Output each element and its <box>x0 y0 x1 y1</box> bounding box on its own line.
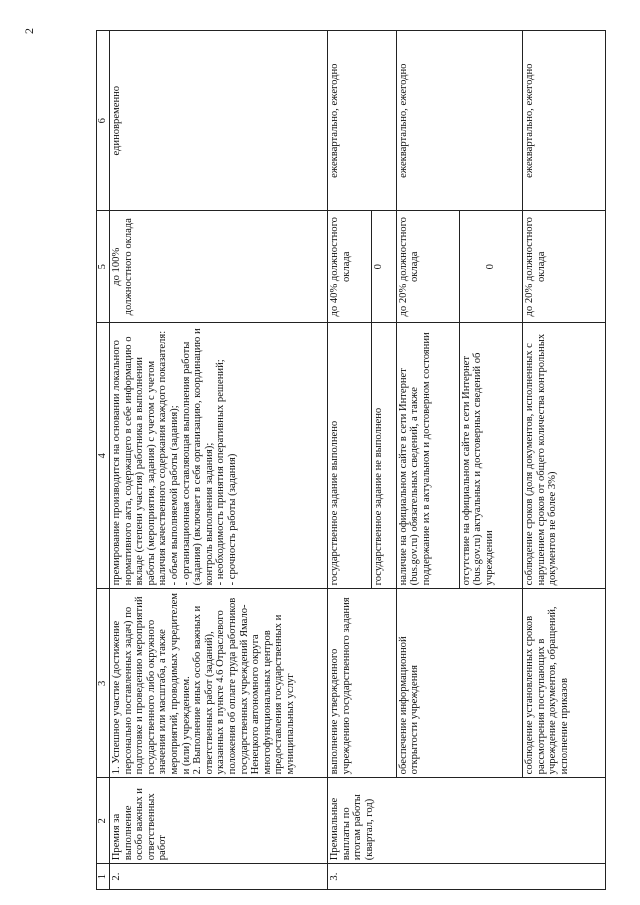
payment-name: Премия за выполнение особо важных и ответственных работ <box>110 778 328 864</box>
payment-criteria: соблюдение установленных сроков рассмотрения поступающих в учреждение документов, обращений, исполнение приказов <box>523 589 606 778</box>
column-header: 2 <box>97 778 110 864</box>
payment-frequency: ежеквартально, ежегодно <box>523 31 606 211</box>
column-header: 3 <box>97 589 110 778</box>
column-header: 1 <box>97 864 110 890</box>
column-header: 6 <box>97 31 110 211</box>
payment-name: Премиальные выплаты по итогам работы (квартал, год) <box>328 778 606 864</box>
payment-amount: до 20% должностного оклада <box>396 211 459 323</box>
payment-conditions: соблюдение сроков (доля документов, исполненных с нарушением сроков от общего количества контрольных документов не более 3%) <box>523 323 606 589</box>
column-header: 4 <box>97 323 110 589</box>
column-header: 5 <box>97 211 110 323</box>
table-row <box>110 31 328 890</box>
table-row <box>328 31 372 890</box>
payment-amount: 0 <box>459 211 522 323</box>
rotated-page <box>96 30 606 890</box>
header-row <box>97 31 110 890</box>
payment-frequency: ежеквартально, ежегодно <box>328 31 396 211</box>
payment-criteria: 1. Успешное участие (достижение персонально поставленных задач) по подготовке и проведению мероприятий государственного либо окружного значения или масштаба, а также мероприятий, проводимых учредителем и (или) учреждением. 2. Выполнение иных особо важных и ответственных работ (заданий), указанных в пункте 4.6 Отраслевого положения об оплате труда работников государственных учреждений Ямало-Ненецкого автономного округа многофункциональных центров предоставления государственных и муниципальных услуг <box>110 589 328 778</box>
payment-criteria: обеспечение информационной открытости учреждения <box>396 589 523 778</box>
payment-conditions: государственное задание не выполнено <box>372 323 396 589</box>
payment-amount: 0 <box>372 211 396 323</box>
payment-amount: до 40% должностного оклада <box>328 211 372 323</box>
payment-conditions: государственное задание выполнено <box>328 323 372 589</box>
row-number: 2. <box>110 864 328 890</box>
page-number: 2 <box>22 28 36 34</box>
table-row <box>396 31 459 890</box>
payment-conditions: премирование производится на основании локального нормативного акта, содержащего в себе информацию о вкладе (степени участия) работника в выполнении работы (мероприятия, задания) с учетом с учетом наличия качественного содержания каждого показателя: - объем выполняемой работы (задания); - организационная составляющая выполнения работы (задания) (включает в себя организацию, координацию и контроль выполнения задания); - необходимость принятия оперативных решений; - срочность работы (задания) <box>110 323 328 589</box>
payment-conditions: отсутствие на официальном сайте в сети Интернет (bus.gov.ru) актуальных и достоверных сведений об учреждении <box>459 323 522 589</box>
payment-criteria: выполнение утвержденного учреждению государственного задания <box>328 589 396 778</box>
payment-amount: до 100% должностного оклада <box>110 211 328 323</box>
table-row <box>523 31 606 890</box>
payment-frequency: ежеквартально, ежегодно <box>396 31 523 211</box>
payment-frequency: единовременно <box>110 31 328 211</box>
payment-amount: до 20% должностного оклада <box>523 211 606 323</box>
bonus-table <box>96 30 606 890</box>
row-number: 3. <box>328 864 606 890</box>
payment-conditions: наличие на официальном сайте в сети Интернет (bus.gov.ru) обязательных сведений, а также поддержание их в актуальном и достоверном состоянии <box>396 323 459 589</box>
